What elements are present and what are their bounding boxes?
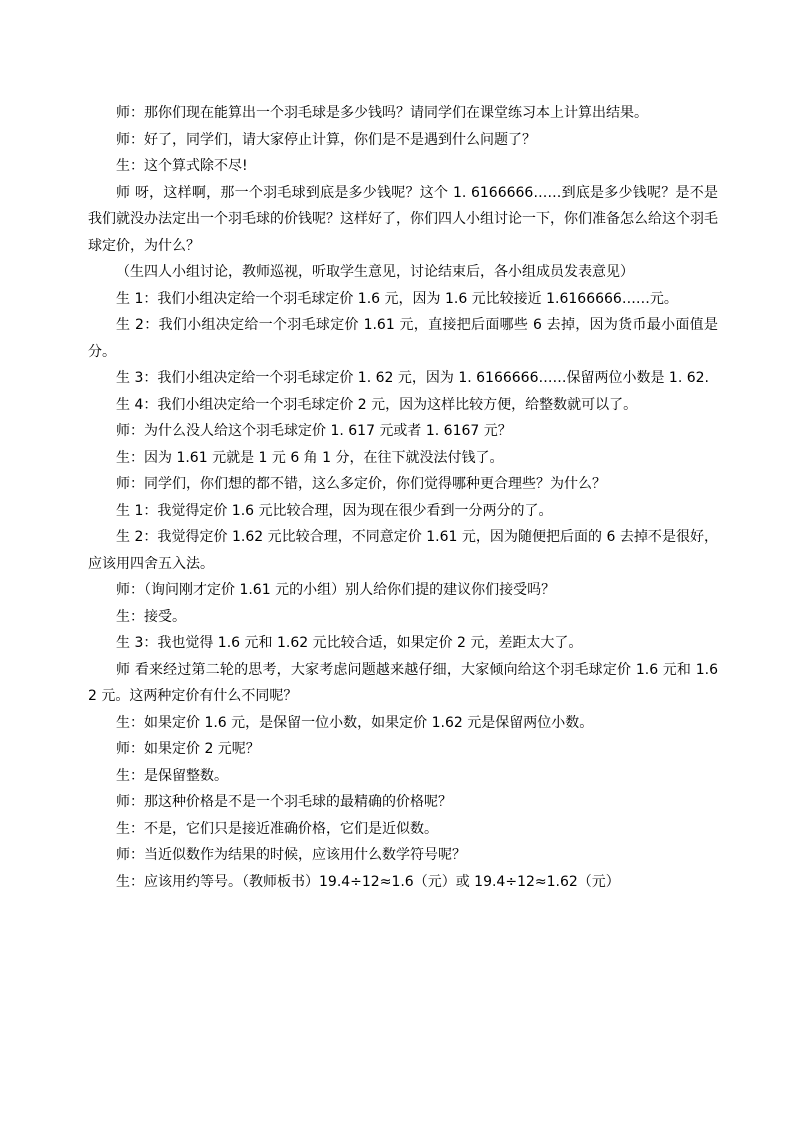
dialogue-paragraph: 生：因为 1.61 元就是 1 元 6 角 1 分，在往下就没法付钱了。 [116,449,504,466]
dialogue-paragraph: 生：如果定价 1.6 元，是保留一位小数，如果定价 1.62 元是保留两位小数。 [116,714,594,731]
dialogue-paragraph: 生：是保留整数。 [116,767,228,784]
dialogue-paragraph: 生 3：我们小组决定给一个羽毛球定价 1. 62 元，因为 1. 6166666……保留两位小数是 1. 62. [116,370,710,386]
dialogue-paragraph: 师：好了，同学们，请大家停止计算，你们是不是遇到什么问题了？ [116,131,536,148]
dialogue-paragraph: 生 1：我们小组决定给一个羽毛球定价 1.6 元，因为 1.6 元比较接近 1.6166666……元。 [116,290,678,307]
dialogue-paragraph: 生 2：我们小组决定给一个羽毛球定价 1.61 元，直接把后面哪些 6 去掉，因为货币最小面值是分。 [88,317,718,360]
dialogue-paragraph: 生：应该用约等号。（教师板书）19.4÷12≈1.6（元）或 19.4÷12≈1.62（元） [116,873,620,890]
dialogue-paragraph: 生：不是，它们只是接近准确价格，它们是近似数。 [116,820,438,837]
dialogue-paragraph: 师：如果定价 2 元呢？ [116,741,260,757]
dialogue-paragraph: 师：（询问刚才定价 1.61 元的小组）别人给你们提的建议你们接受吗？ [116,582,556,598]
dialogue-paragraph: 生 3：我也觉得 1.6 元和 1.62 元比较合适，如果定价 2 元，差距太大了。 [116,635,583,651]
document-body [88,100,718,895]
dialogue-paragraph: 生 2：我觉得定价 1.62 元比较合理，不同意定价 1.61 元，因为随便把后面的 6 去掉不是很好，应该用四舍五入法。 [88,529,718,572]
dialogue-paragraph: 生 4：我们小组决定给一个羽毛球定价 2 元，因为这样比较方便，给整数就可以了。 [116,396,638,413]
dialogue-paragraph: （生四人小组讨论，教师巡视，听取学生意见，讨论结束后，各小组成员发表意见） [116,264,634,280]
dialogue-paragraph: 师：同学们，你们想的都不错，这么多定价，你们觉得哪种更合理些？为什么？ [116,476,606,492]
dialogue-paragraph: 生：这个算式除不尽! [116,158,248,174]
dialogue-paragraph: 师：为什么没人给这个羽毛球定价 1. 617 元或者 1. 6167 元？ [116,423,512,439]
dialogue-paragraph: 师 呀，这样啊，那一个羽毛球到底是多少钱呢？这个 1. 6166666……到底是多少钱呢？是不是我们就没办法定出一个羽毛球的价钱呢？这样好了，你们四人小组讨论一下，你们准备怎么给这个羽毛球定价，为什么？ [88,184,718,254]
dialogue-paragraph: 师：那这种价格是不是一个羽毛球的最精确的价格呢？ [116,794,452,810]
dialogue-paragraph: 师 看来经过第二轮的思考，大家考虑问题越来越仔细，大家倾向给这个羽毛球定价 1.6 元和 1.62 元。这两种定价有什么不同呢？ [88,661,718,704]
dialogue-paragraph: 师：当近似数作为结果的时候，应该用什么数学符号呢？ [116,847,466,863]
dialogue-paragraph: 生 1：我觉得定价 1.6 元比较合理，因为现在很少看到一分两分的了。 [116,502,553,519]
dialogue-paragraph: 生：接受。 [116,608,186,625]
dialogue-paragraph: 师：那你们现在能算出一个羽毛球是多少钱吗？请同学们在课堂练习本上计算出结果。 [116,105,648,121]
